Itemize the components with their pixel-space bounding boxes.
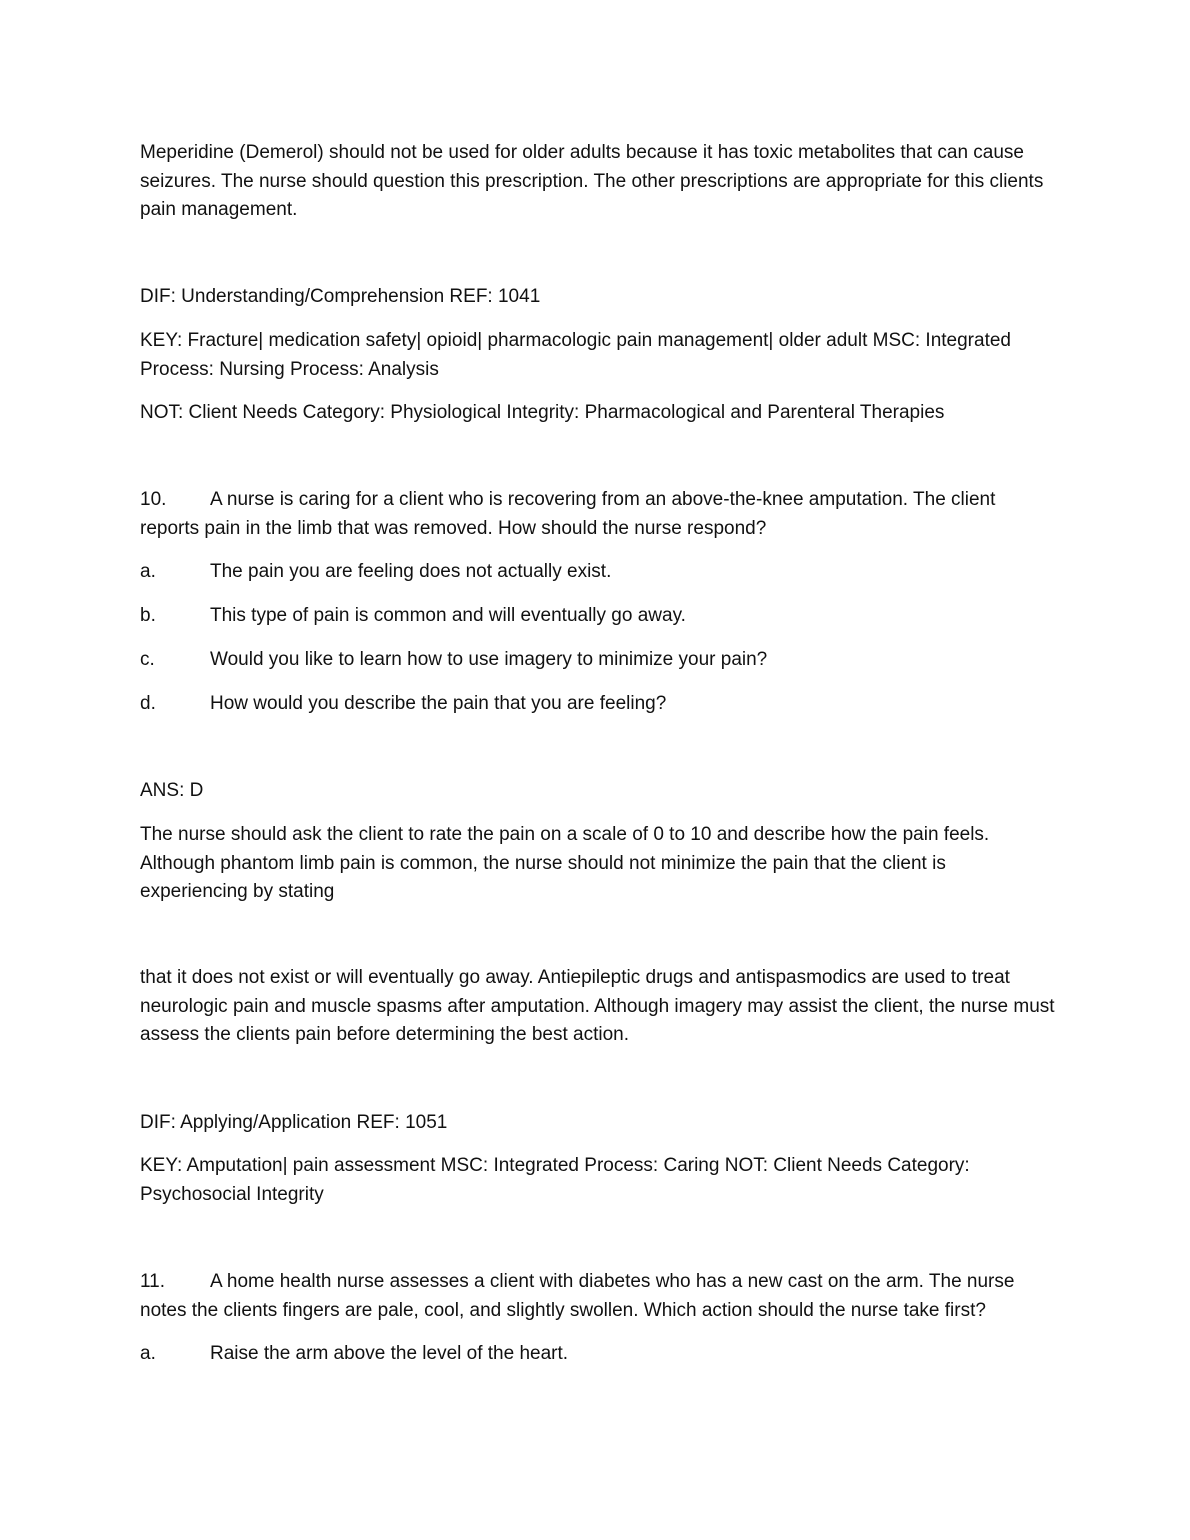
q10-rationale-part2: that it does not exist or will eventually go away. Antiepileptic drugs and antispasmodics are used to treat neurologic pain and muscle spasms after amputation. Although imagery may assist the client, the nurse must assess the clients pain before determining the best action. — [140, 967, 1055, 1045]
q11-number: 11. — [140, 1271, 166, 1292]
q10-option-a-letter: a. — [140, 561, 156, 582]
q10-option-b-letter: b. — [140, 605, 156, 626]
q10-dif-line: DIF: Applying/Application REF: 1051 — [140, 1112, 448, 1133]
q11-option-a-text: Raise the arm above the level of the heart. — [210, 1343, 569, 1364]
q9-key-line: KEY: Fracture| medication safety| opioid| pharmacologic pain management| older adult MSC: Integrated Process: Nursing Process: Analysis — [140, 330, 1011, 380]
q10-option-a-text: The pain you are feeling does not actually exist. — [210, 561, 612, 582]
q11-question — [140, 1268, 1055, 1325]
q10-option-d-text: How would you describe the pain that you are feeling? — [210, 693, 667, 714]
q10-rationale-part1: The nurse should ask the client to rate the pain on a scale of 0 to 10 and describe how the pain feels. Although phantom limb pain is common, the nurse should not minimize the pain that the client is experiencing by stating — [140, 824, 990, 902]
q11-option-a-letter: a. — [140, 1343, 156, 1364]
q10-key-line: KEY: Amputation| pain assessment MSC: Integrated Process: Caring NOT: Client Needs Category: Psychosocial Integrity — [140, 1155, 970, 1205]
previous-rationale: Meperidine (Demerol) should not be used for older adults because it has toxic metabolites that can cause seizures. The nurse should question this prescription. The other prescriptions are appropriate for this clients pain management. — [140, 142, 1044, 220]
q10-option-b-text: This type of pain is common and will eventually go away. — [210, 605, 686, 626]
q10-number: 10. — [140, 489, 167, 510]
q10-question — [140, 486, 1055, 543]
q10-option-c-text: Would you like to learn how to use imagery to minimize your pain? — [210, 649, 768, 670]
q9-not-line: NOT: Client Needs Category: Physiological Integrity: Pharmacological and Parenteral Therapies — [140, 402, 945, 423]
q10-stem: A nurse is caring for a client who is recovering from an above-the-knee amputation. The client reports pain in the limb that was removed. How should the nurse respond? — [140, 489, 996, 539]
q10-option-d-letter: d. — [140, 693, 156, 714]
q11-stem: A home health nurse assesses a client with diabetes who has a new cast on the arm. The nurse notes the clients fingers are pale, cool, and slightly swollen. Which action should the nurse take first? — [140, 1271, 1015, 1321]
q10-option-c-letter: c. — [140, 649, 155, 670]
q10-answer: ANS: D — [140, 780, 204, 801]
q9-dif-line: DIF: Understanding/Comprehension REF: 1041 — [140, 286, 541, 307]
